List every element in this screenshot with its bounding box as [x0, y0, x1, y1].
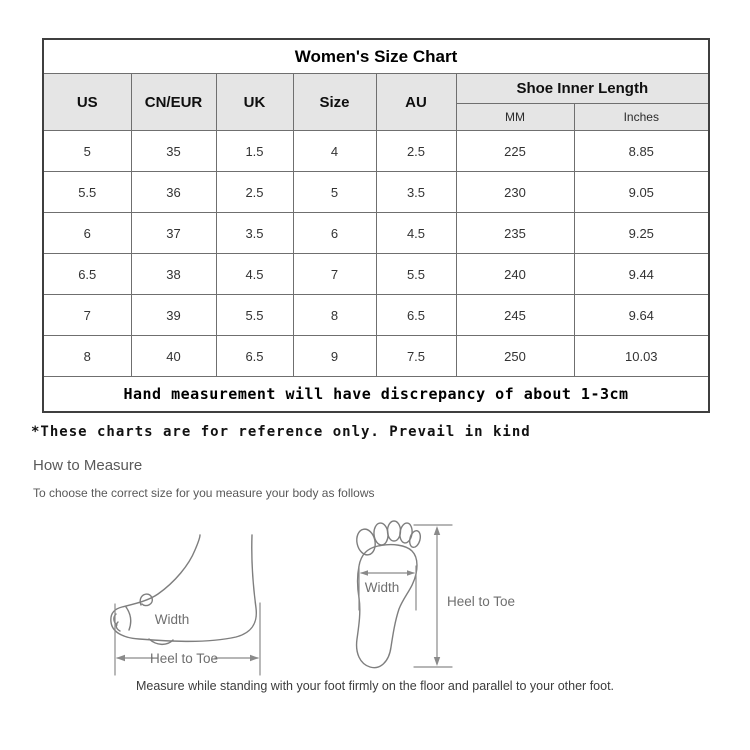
foot-print-diagram	[344, 514, 536, 676]
size-cell: 36	[131, 172, 216, 213]
size-cell: 6	[293, 213, 376, 254]
size-cell: 8.85	[574, 131, 709, 172]
col-header-size: Size	[293, 74, 376, 131]
col-header-inches: Inches	[574, 104, 709, 131]
size-cell: 3.5	[376, 172, 456, 213]
heel-to-toe-label-print: Heel to Toe	[447, 594, 516, 609]
table-row	[43, 131, 709, 172]
size-cell: 6.5	[376, 295, 456, 336]
size-cell: 5.5	[216, 295, 293, 336]
measurement-footnote: Hand measurement will have discrepancy of about 1-3cm	[43, 377, 709, 413]
size-cell: 7	[43, 295, 131, 336]
size-chart-table	[42, 38, 710, 413]
table-row	[43, 213, 709, 254]
size-cell: 35	[131, 131, 216, 172]
size-cell: 4.5	[216, 254, 293, 295]
size-cell: 7.5	[376, 336, 456, 377]
size-cell: 40	[131, 336, 216, 377]
size-cell: 6.5	[216, 336, 293, 377]
size-cell: 6.5	[43, 254, 131, 295]
size-cell: 4	[293, 131, 376, 172]
size-chart-head	[43, 39, 709, 131]
size-rows	[43, 131, 709, 377]
size-cell: 9	[293, 336, 376, 377]
col-header-mm: MM	[456, 104, 574, 131]
size-cell: 6	[43, 213, 131, 254]
size-cell: 5.5	[376, 254, 456, 295]
size-cell: 4.5	[376, 213, 456, 254]
size-cell: 10.03	[574, 336, 709, 377]
size-cell: 235	[456, 213, 574, 254]
how-to-measure-heading: How to Measure	[33, 457, 143, 474]
size-cell: 2.5	[376, 131, 456, 172]
table-row	[43, 336, 709, 377]
size-cell: 225	[456, 131, 574, 172]
foot-side-view-diagram	[103, 508, 275, 680]
col-header-uk: UK	[216, 74, 293, 131]
size-cell: 8	[43, 336, 131, 377]
col-header-us: US	[43, 74, 131, 131]
reference-note: *These charts are for reference only. Prevail in kind	[31, 424, 531, 440]
width-label-side: Width	[154, 612, 190, 627]
size-cell: 2.5	[216, 172, 293, 213]
heel-to-toe-label-side: Heel to Toe	[149, 651, 219, 666]
size-cell: 230	[456, 172, 574, 213]
size-cell: 250	[456, 336, 574, 377]
size-cell: 240	[456, 254, 574, 295]
size-cell: 37	[131, 213, 216, 254]
size-cell: 5	[293, 172, 376, 213]
size-cell: 7	[293, 254, 376, 295]
size-cell: 5.5	[43, 172, 131, 213]
col-header-au: AU	[376, 74, 456, 131]
how-to-measure-subtext: To choose the correct size for you measure your body as follows	[33, 486, 375, 500]
foot-side-outline	[111, 535, 256, 644]
table-row	[43, 254, 709, 295]
size-cell: 39	[131, 295, 216, 336]
size-cell: 9.64	[574, 295, 709, 336]
chart-title: Women's Size Chart	[43, 39, 709, 74]
size-cell: 9.05	[574, 172, 709, 213]
size-cell: 3.5	[216, 213, 293, 254]
size-cell: 9.44	[574, 254, 709, 295]
measure-caption: Measure while standing with your foot firmly on the floor and parallel to your other foot.	[135, 679, 615, 693]
size-cell: 5	[43, 131, 131, 172]
table-row	[43, 295, 709, 336]
size-cell: 245	[456, 295, 574, 336]
size-cell: 8	[293, 295, 376, 336]
width-label-print: Width	[364, 580, 400, 595]
size-cell: 38	[131, 254, 216, 295]
col-header-inner-length: Shoe Inner Length	[456, 74, 709, 104]
size-cell: 9.25	[574, 213, 709, 254]
size-cell: 1.5	[216, 131, 293, 172]
col-header-cneur: CN/EUR	[131, 74, 216, 131]
size-chart-foot	[43, 377, 709, 413]
table-row	[43, 172, 709, 213]
